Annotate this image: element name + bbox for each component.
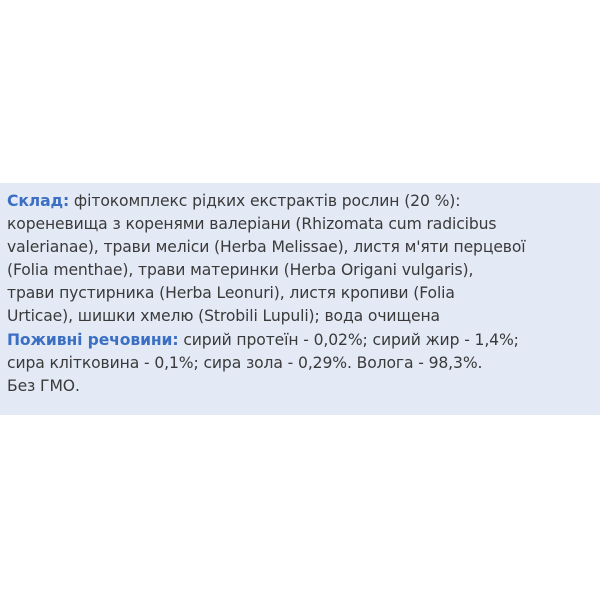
- composition-line-6: Urticae), шишки хмелю (Strobili Lupuli); вода очищена: [7, 307, 440, 326]
- composition-line-2: кореневища з коренями валеріани (Rhizomata cum radicibus: [7, 215, 497, 234]
- nutrients-line-1: [7, 329, 597, 352]
- nutrients-label: Поживні речовини:: [7, 330, 179, 349]
- composition-line-5: трави пустирника (Herba Leonuri), листя кропиви (Folia: [7, 284, 455, 303]
- composition-text-1: фітокомплекс рідких екстрактів рослин (20 %):: [69, 192, 461, 210]
- composition-line-4: (Folia menthae), трави материнки (Herba Origani vulgaris),: [7, 261, 474, 280]
- composition-label: Склад:: [7, 192, 70, 210]
- nutrients-text-1: сирий протеїн - 0,02%; сирий жир - 1,4%;: [178, 330, 519, 349]
- composition-line-1: [7, 190, 597, 213]
- composition-line-3: valerianae), трави меліси (Herba Melissae), листя м'яти перцевої: [7, 238, 526, 257]
- gmo-note: Без ГМО.: [7, 376, 80, 395]
- nutrients-line-2: сира клітковина - 0,1%; сира зола - 0,29%. Вологa - 98,3%.: [7, 353, 483, 372]
- product-description: [7, 190, 597, 398]
